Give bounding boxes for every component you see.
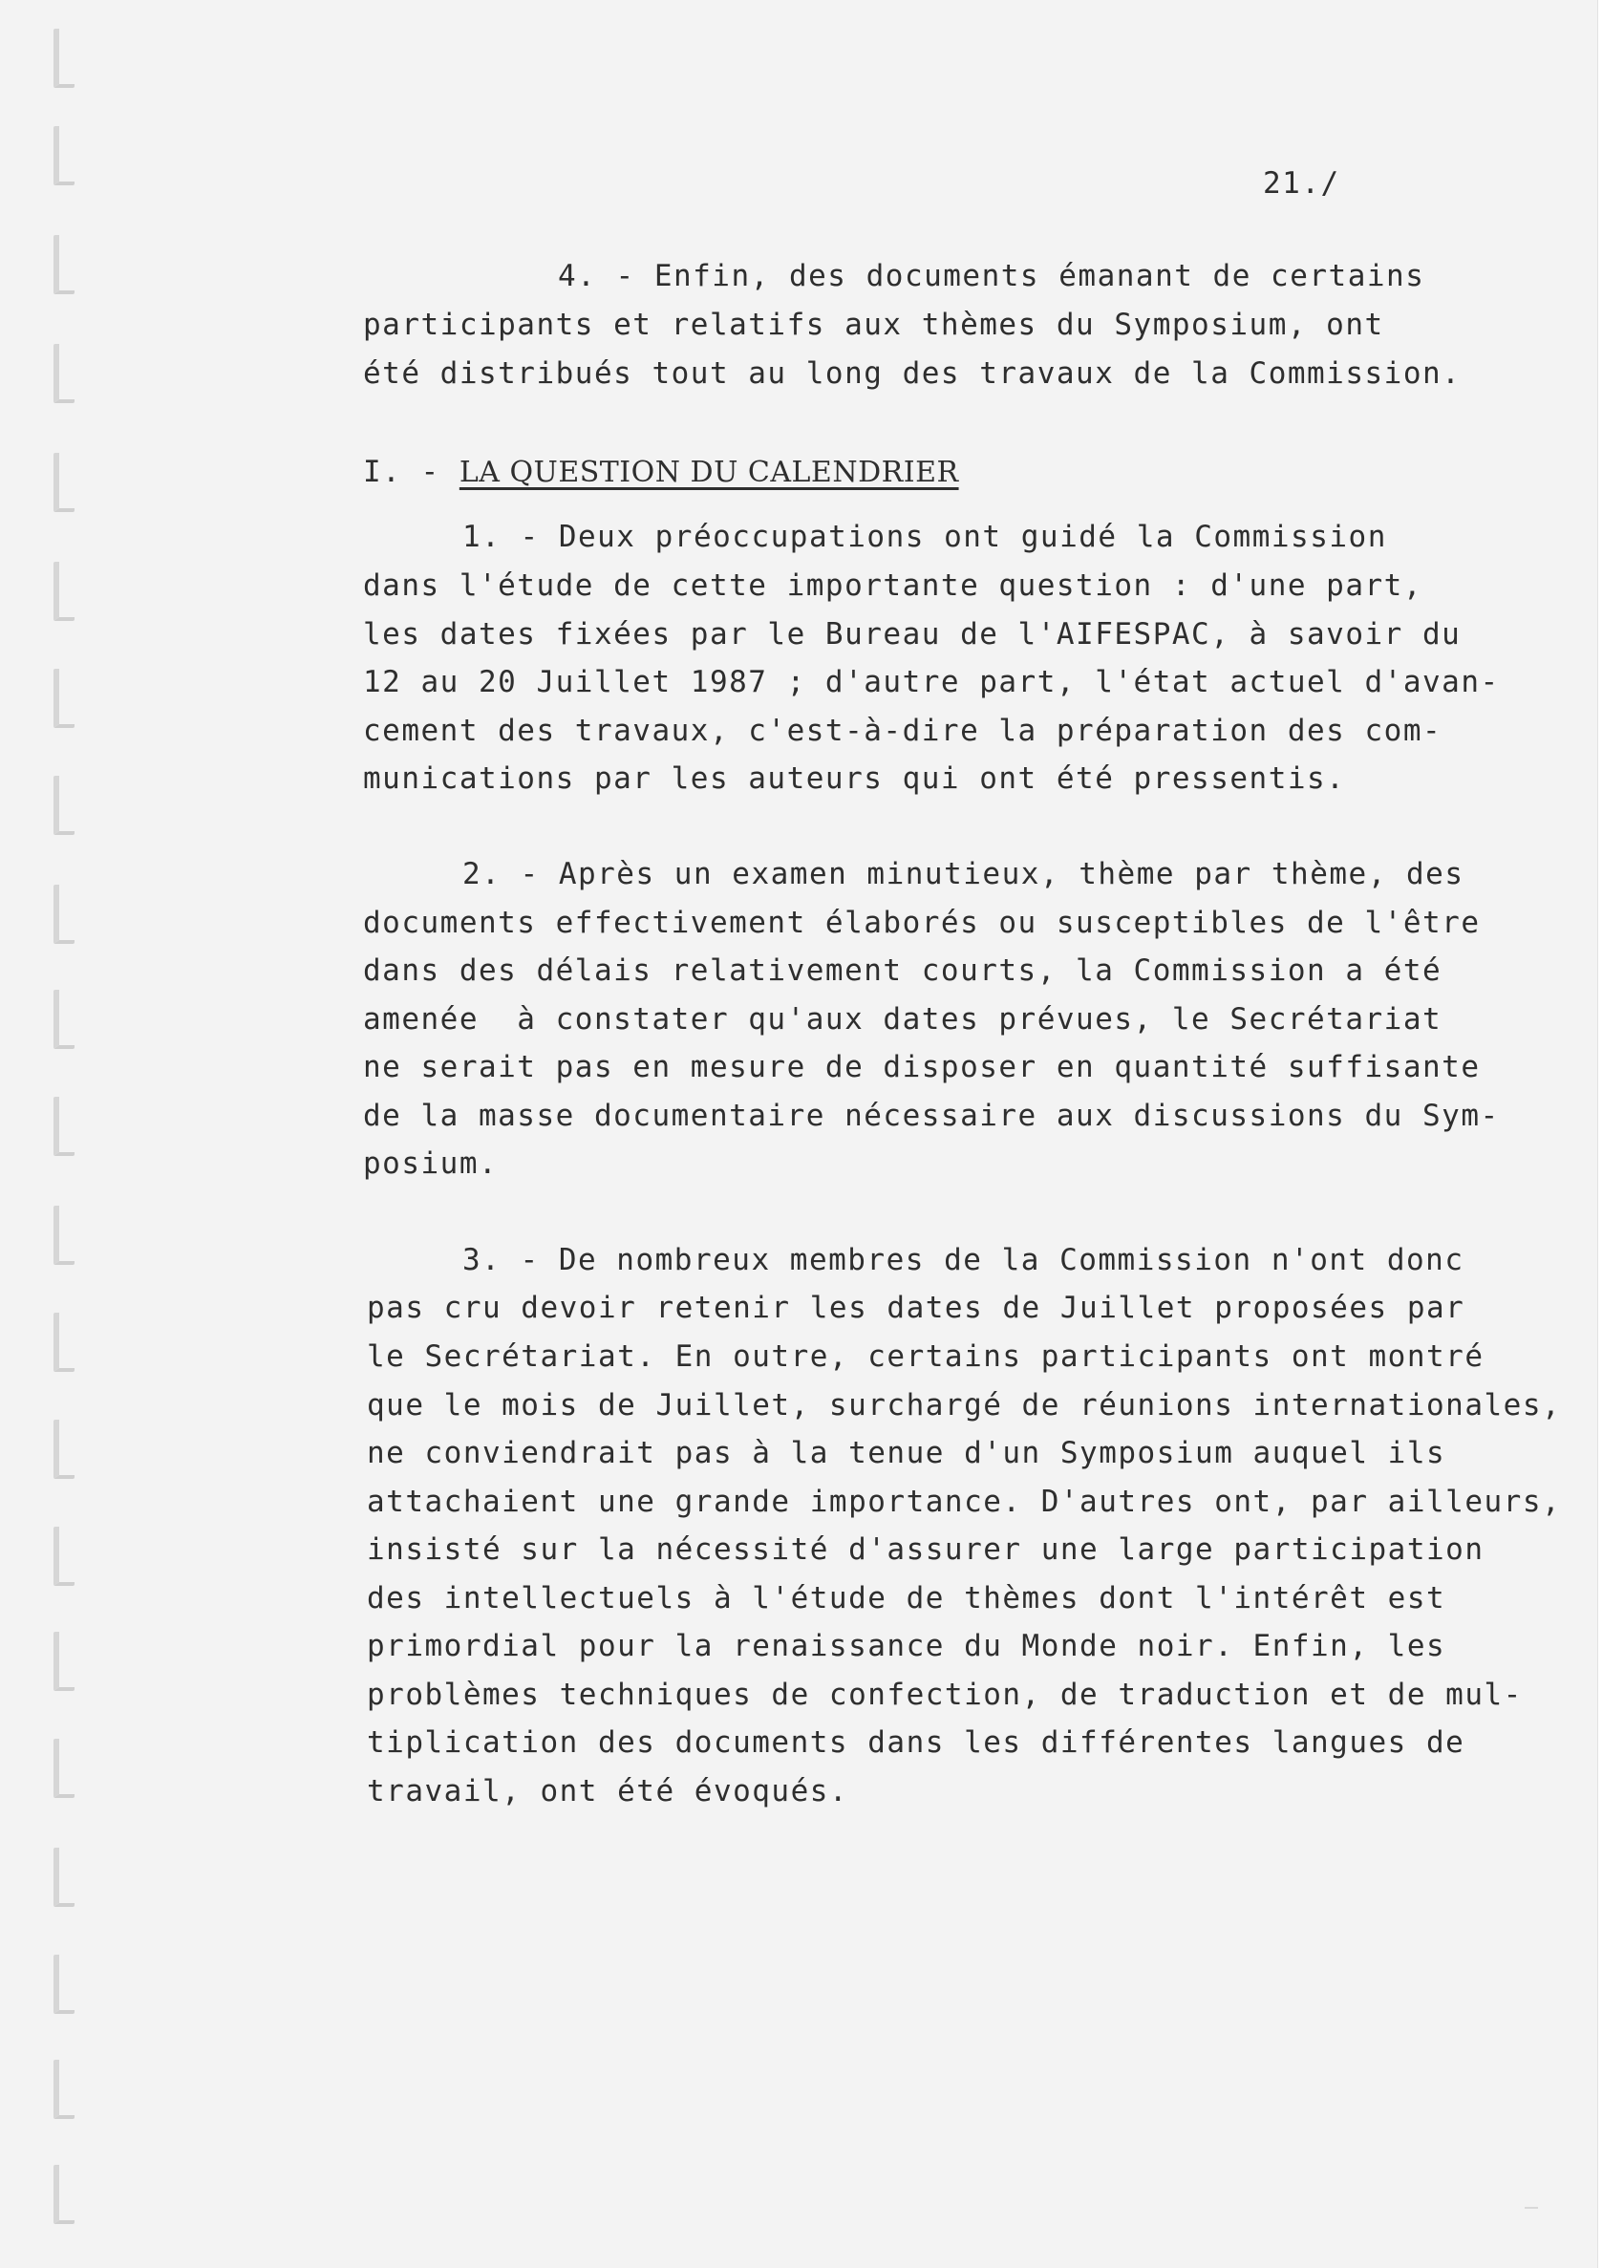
binding-hole: [53, 1206, 75, 1265]
paragraph-3-line: le Secrétariat. En outre, certains participants ont montré: [367, 1339, 1485, 1374]
binding-hole: [53, 1313, 75, 1372]
paragraph-2-line: posium.: [363, 1146, 499, 1181]
binding-hole: [53, 669, 75, 728]
paragraph-4-line: 4. - Enfin, des documents émanant de certains: [558, 259, 1425, 293]
paragraph-2-line: de la masse documentaire nécessaire aux discussions du Sym-: [363, 1099, 1500, 1133]
paragraph-2-line: documents effectivement élaborés ou susceptibles de l'être: [363, 906, 1481, 940]
paragraph-2-line: amenée à constater qu'aux dates prévues, le Secrétariat: [363, 1002, 1442, 1037]
section-heading: [363, 456, 959, 489]
binding-hole: [53, 1739, 75, 1798]
binding-hole: [53, 990, 75, 1049]
paragraph-1-line: 12 au 20 Juillet 1987 ; d'autre part, l'état actuel d'avan-: [363, 665, 1500, 699]
paragraph-3-line: des intellectuels à l'étude de thèmes dont l'intérêt est: [367, 1581, 1446, 1615]
binding-hole: [53, 562, 75, 621]
binding-hole: [53, 776, 75, 835]
paragraph-3-line: que le mois de Juillet, surchargé de réunions internationales,: [367, 1388, 1562, 1423]
section-number: I. -: [363, 455, 459, 489]
binding-hole: [53, 1097, 75, 1156]
paragraph-4-line: participants et relatifs aux thèmes du Symposium, ont: [363, 308, 1384, 342]
binding-hole: [53, 235, 75, 294]
paragraph-3-line: insisté sur la nécessité d'assurer une large participation: [367, 1532, 1485, 1567]
paragraph-3-line: travail, ont été évoqués.: [367, 1774, 849, 1808]
binding-hole: [53, 2060, 75, 2119]
paragraph-1-line: 1. - Deux préoccupations ont guidé la Commission: [462, 520, 1387, 554]
binding-hole: [53, 1955, 75, 2014]
section-title: LA QUESTION DU CALENDRIER: [459, 456, 959, 489]
paragraph-2-line: dans des délais relativement courts, la Commission a été: [363, 953, 1442, 988]
page-number: 21./: [1263, 166, 1340, 201]
binding-hole: [53, 2165, 75, 2224]
paragraph-3-line: pas cru devoir retenir les dates de Juillet proposées par: [367, 1291, 1465, 1325]
paragraph-2-line: 2. - Après un examen minutieux, thème par thème, des: [462, 857, 1464, 891]
paragraph-3-line: 3. - De nombreux membres de la Commission n'ont donc: [462, 1243, 1464, 1277]
binding-hole: [53, 1848, 75, 1907]
scan-mark: [1525, 2207, 1538, 2209]
paragraph-3-line: ne conviendrait pas à la tenue d'un Symposium auquel ils: [367, 1436, 1446, 1470]
paragraph-3-line: tiplication des documents dans les différentes langues de: [367, 1725, 1465, 1760]
binding-hole: [53, 126, 75, 185]
paragraph-2-line: ne serait pas en mesure de disposer en quantité suffisante: [363, 1050, 1481, 1084]
binding-hole: [53, 885, 75, 944]
paragraph-3-line: problèmes techniques de confection, de traduction et de mul-: [367, 1678, 1523, 1712]
paragraph-3-line: primordial pour la renaissance du Monde noir. Enfin, les: [367, 1629, 1446, 1663]
binding-hole: [53, 344, 75, 403]
paragraph-4-line: été distribués tout au long des travaux de la Commission.: [363, 356, 1462, 391]
paragraph-1-line: cement des travaux, c'est-à-dire la préparation des com-: [363, 714, 1442, 748]
binding-hole: [53, 1632, 75, 1691]
binding-holes: [46, 0, 84, 2268]
paragraph-3-line: attachaient une grande importance. D'autres ont, par ailleurs,: [367, 1485, 1562, 1519]
binding-hole: [53, 29, 75, 88]
paragraph-1-line: dans l'étude de cette importante question : d'une part,: [363, 568, 1422, 603]
binding-hole: [53, 453, 75, 512]
binding-hole: [53, 1527, 75, 1586]
paragraph-1-line: les dates fixées par le Bureau de l'AIFESPAC, à savoir du: [363, 617, 1462, 652]
binding-hole: [53, 1420, 75, 1479]
paragraph-1-line: munications par les auteurs qui ont été pressentis.: [363, 761, 1346, 796]
